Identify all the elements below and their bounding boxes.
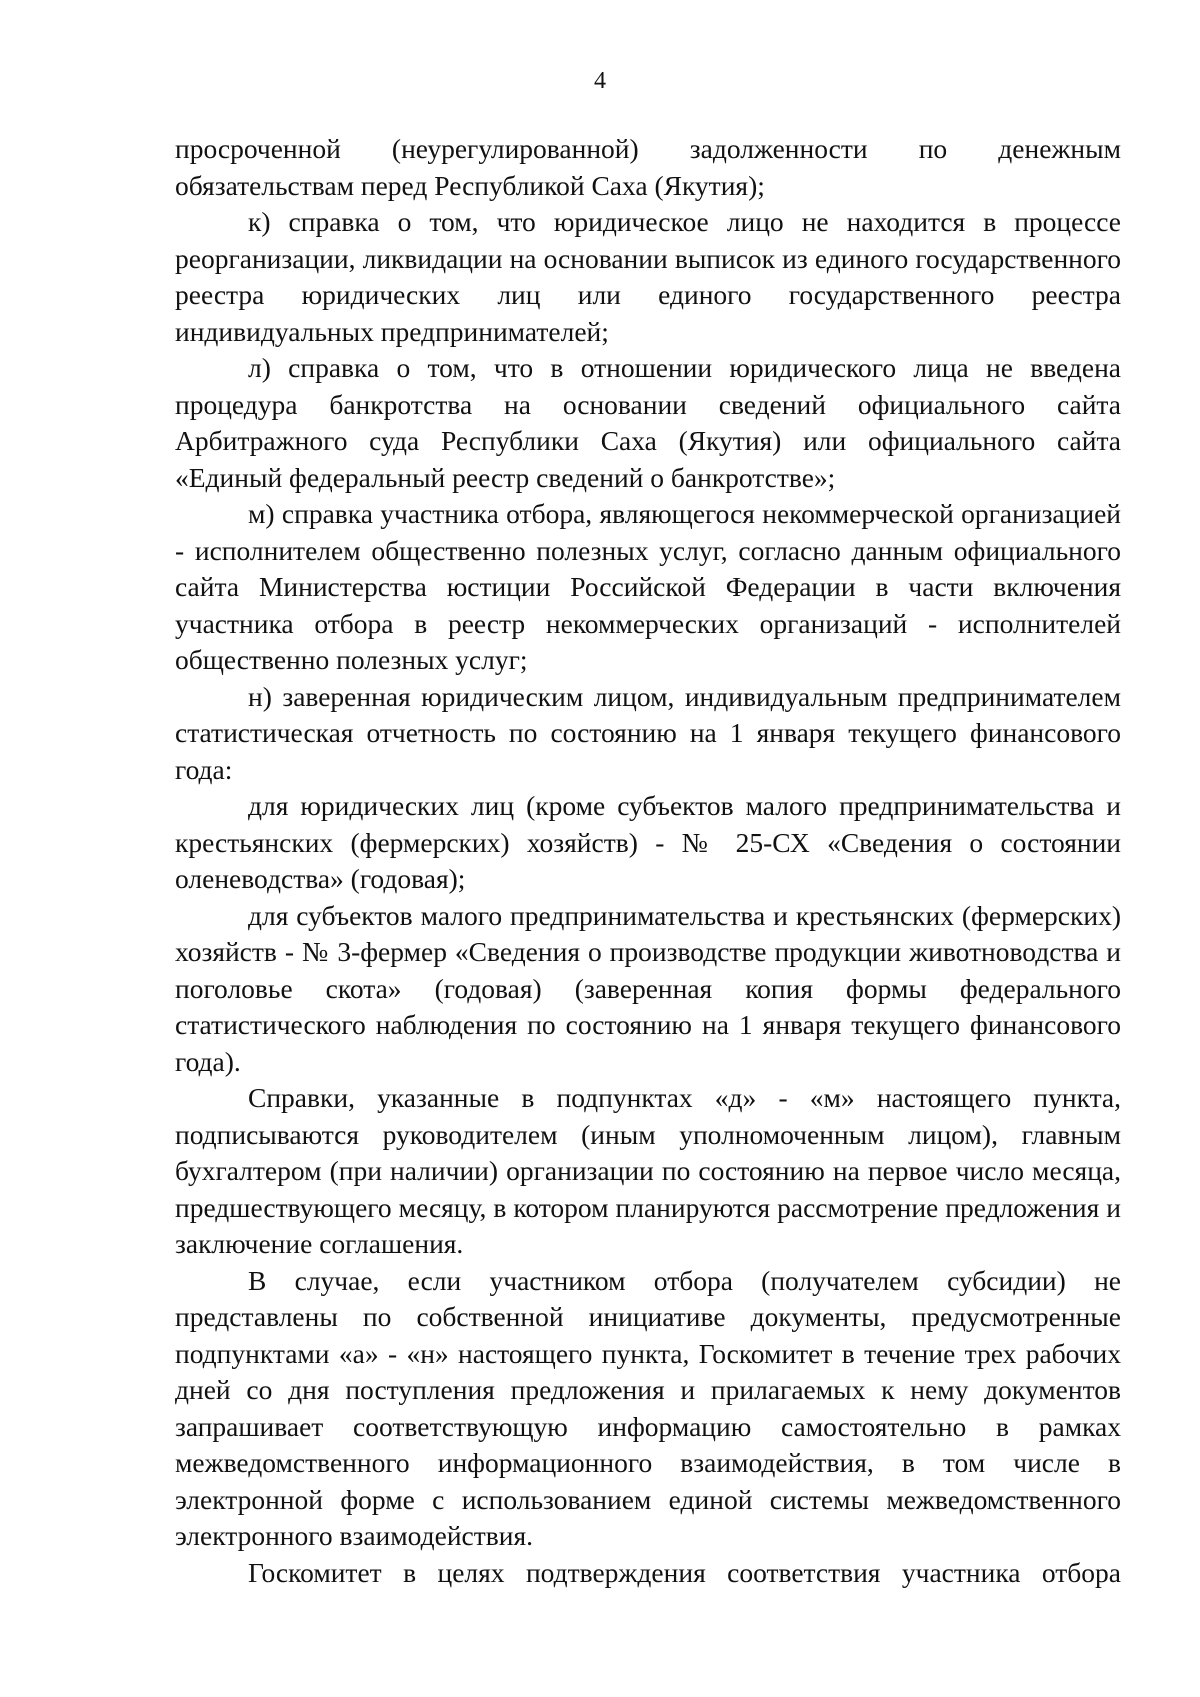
paragraph-debt-continuation: просроченной (неурегулированной) задолженности по денежным обязательствам перед Республикой Саха (Якутия); (175, 133, 1121, 201)
paragraph-signing: Справки, указанные в подпунктах «д» - «м» настоящего пункта, подписываются руководителем (иным уполномоченным лицом), главным бухгалтером (при наличии) организации по состоянию на первое число месяца, предшествующего месяцу, в котором планируются рассмотрение предложения и заключение соглашения. (175, 1082, 1121, 1259)
paragraph-item-l: л) справка о том, что в отношении юридического лица не введена процедура банкротства на основании сведений официального сайта Арбитражного суда Республики Саха (Якутия) или официального сайта «Единый федеральный реестр сведений о банкротстве»; (175, 352, 1121, 493)
paragraph-last-line: Госкомитет в целях подтверждения соответствия участника отбора (248, 1556, 1121, 1588)
paragraph-legal-entities: для юридических лиц (кроме субъектов малого предпринимательства и крестьянских (фермерских) хозяйств) - № 25-СХ «Сведения о состоянии оленеводства» (годовая); (175, 790, 1121, 894)
document-body (175, 131, 1121, 1591)
paragraph-item-m: м) справка участника отбора, являющегося некоммерческой организацией - исполнителем общественно полезных услуг, согласно данным официального сайта Министерства юстиции Российской Федерации в части включения участника отбора в реестр некоммерческих организаций - исполнителей общественно полезных услуг; (175, 498, 1121, 675)
page-number: 4 (594, 68, 606, 94)
paragraph-not-submitted: В случае, если участником отбора (получателем субсидии) не представлены по собственной инициативе документы, предусмотренные подпунктами «а» - «н» настоящего пункта, Госкомитет в течение трех рабочих дней со дня поступления предложения и прилагаемых к нему документов запрашивает соответствующую информацию самостоятельно в рамках межведомственного информационного взаимодействия, в том числе в электронной форме с использованием единой системы межведомственного электронного взаимодействия. (175, 1264, 1121, 1551)
paragraph-item-k: к) справка о том, что юридическое лицо не находится в процессе реорганизации, ликвидации на основании выписок из единого государственного реестра юридических лиц или единого государственного реестра индивидуальных предпринимателей; (175, 206, 1121, 347)
paragraph-small-business: для субъектов малого предпринимательства и крестьянских (фермерских) хозяйств - № 3-фермер «Сведения о производстве продукции животноводства и поголовье скота» (годовая) (заверенная копия формы федерального статистического наблюдения по состоянию на 1 января текущего финансового года). (175, 899, 1121, 1077)
paragraph-item-n: н) заверенная юридическим лицом, индивидуальным предпринимателем статистическая отчетность по состоянию на 1 января текущего финансового года: (175, 680, 1121, 785)
